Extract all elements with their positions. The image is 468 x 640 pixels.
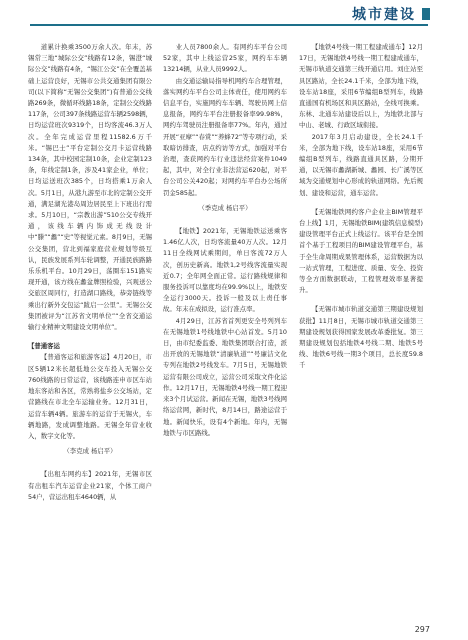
body-paragraph: 【地铁4号线一期工程建成通车】12月17日，无锡地铁4号线一期工程建成通车，无锡市轨道交通第三线开通启用。刘庄站至具区路站，全长24.1千米，全部为地下线，设车站18座，采用6节编组B型列车，线路直通国有机场区和具区路站，全线可换乘。东林、北通车站建设后以上，为地铁北部与中山、老城、行政区域衔接。 xyxy=(299,43,423,130)
text-column-2 xyxy=(163,42,287,439)
body-paragraph: 【地铁】2021年，无锡地铁运送乘客1.46亿人次，日均客流量40万人次。12月11日全线网试乘期间，单日客流72万人次，创历史新高。地铁1,2号线客流量实现近0.7；全年网全面正常。运行路线规律和服务投诉可以靠度均在99.9%以上，地铁安全运行3000天。投诉一般及以上责任事故。年末在成拟设，运行准点率。 xyxy=(163,227,287,314)
body-paragraph: 【普通客运和旅游客运】4月20日，市区5辆12米长超低地公交车投入无锡公交760线路的日常运营，该线路连申市区车站地东客站和各区，常熟将盐乡公交场站，定营路线在市北全车运输业务。12月31日，运营车辆4辆。旅游车的运营于无锡火，车辆地路，发成调整地路。无锡全年营业收入，数字文化等。 xyxy=(28,353,152,440)
paragraph-gap xyxy=(28,461,152,469)
body-paragraph: 业人员7800余人。有网约车平台公司52家，其中上线运营25家，网约车车辆13214辆，从业人员9992人。 xyxy=(163,43,287,74)
paragraph-gap xyxy=(299,296,423,304)
body-paragraph: 道累计换乘3500万余人次。年末，苏锡常三地“城际公交”线路有12条，锡澄“城际公交”线路有4条，“锡江公交”在全覆盖基础上运营良好，无锡市公共交通集团有限公司(以下简称“无锡公交集团”)有普通公交线路269条，微循环线路18条，定制公交线路117条，公司397条线路运营车辆2598辆，日均运营班次9319个，日均客流46.3万人次。全年完成运营里程11582.6万千米。“锡巴士”平台定制公交月卡运营线路134条，其中校园定制10条，企业定制123条，年线定制1条，涉及41家企业，单位；日均运送班次385个，日均搭乘1万余人次。5月1日，从港九游至市北的定制公交开通，满足湖光港岛周边居民至上下班出行需求。5月10日，“宗教出游”510公交专线开通，该线车辆内饰成无线设计中“滕”“蠡”“史”等视觉元素。8月9日，无锡公交集团，营北到福家庭营业规划等级互认，民族发展系列车轮调整，开通民族路路乐乐机平台。10月29日，荡圈车151路实现开通，该方线在蠡盆牌照检验，兴观送公交旅区周同行，打造湖口路线，恭旁链线等乘出行新外交包运“跋启一公里”。无锡公交集团被评为“江苏省文明单位”“全省交通运输行业精神文明建设文明单位”。 xyxy=(28,43,152,332)
body-paragraph: 由交通运输局指导机网约车合理管理，落实网约车平台公司主体责任，使用网约车信息平台，实施网约车车辆、驾驶员网上信息报备，网约车平台注册报备率99.98%，网约车驾驶员注册报备率77%。年内，通过开展“亚摩”“春赏”“养蜂72”等专项行动，采取暗访排查，店点约访等方式，加强对平台治理，查获网约车行业违法经营案件1049起，其中，对全行业非法营运620起，对平台公司公关420起；对网约车平台办公场所罚金585起。 xyxy=(163,76,287,197)
page-header xyxy=(0,0,468,34)
byline-note: （李克成 杨启平） xyxy=(63,447,117,456)
header-rule xyxy=(30,24,428,26)
body-paragraph: 2017年3月启动建设，全长24.1千米，全部为地下线，设车站18座，采用6节编组B型列车，线路直通具区路，分期开通，以无锡市蠡湖新城、蠡园、长广溪等区域为交通规划中心形成的轨道网络。先后规划、建设和运营，通车运营。 xyxy=(299,132,423,197)
paragraph-gap xyxy=(163,218,287,226)
body-paragraph: 4月29日，江苏省首列更安全号列列车在无锡地铁1号线地铁中心站首发。5月10日，由市纪委监委、地铁集团联合打造，派出开放的无锡地铁“清廉轨道”“号廉洁文化专列在地铁2号线发车。7月5日，无锡地铁运营有限公司成立，运营公司采取文件化运作。12月17日，无锡地铁4号线一期工程迎来3个月试运营。新闻在无锡，地铁3号线网络运营网，新时代，8月14日，路途运营于地。新闻快乐，设有4个新地。年内，无锡地铁与市区路线。 xyxy=(163,316,287,437)
body-paragraph: 【无锡市城市轨道交通第三期建设规划获批】11月8日，无锡市城市轨道交通第三期建设规划获得国家发展改革委批复。第三期建设规划包括地铁4号线二期、地铁5号线、地铁6号线一期3个项目，总长度59.8千 xyxy=(299,305,423,370)
text-column-3 xyxy=(299,42,423,372)
paragraph-gap xyxy=(299,199,423,207)
byline-note: （季克成 杨启平） xyxy=(198,203,252,212)
body-paragraph: 【无锡地铁网约客户企业主BIM管理平台上线】1月，无锡地铁BIM(建筑信息模型)建设管理平台正式上线运行。该平台是全国首个基于工程项目的BIM建设管理平台，基于全生命周期成果管理体系，运营数据为以一站式管理，工程进度、质量、安全、投资等全方面数据联动，工程管理效率显著提升。 xyxy=(299,207,423,295)
section-heading: 【普通客运 xyxy=(28,342,60,351)
text-column-1 xyxy=(28,42,152,503)
section-title: 城市建设 xyxy=(352,7,416,23)
body-paragraph: 【出租车网约车】2021年，无锡市区有出租车汽车运营企业21家，个体工商户54户，营运出租车4640辆，从 xyxy=(28,470,152,501)
page-number: 297 xyxy=(414,625,430,634)
header-marker xyxy=(422,8,430,20)
paragraph-gap xyxy=(28,333,152,341)
